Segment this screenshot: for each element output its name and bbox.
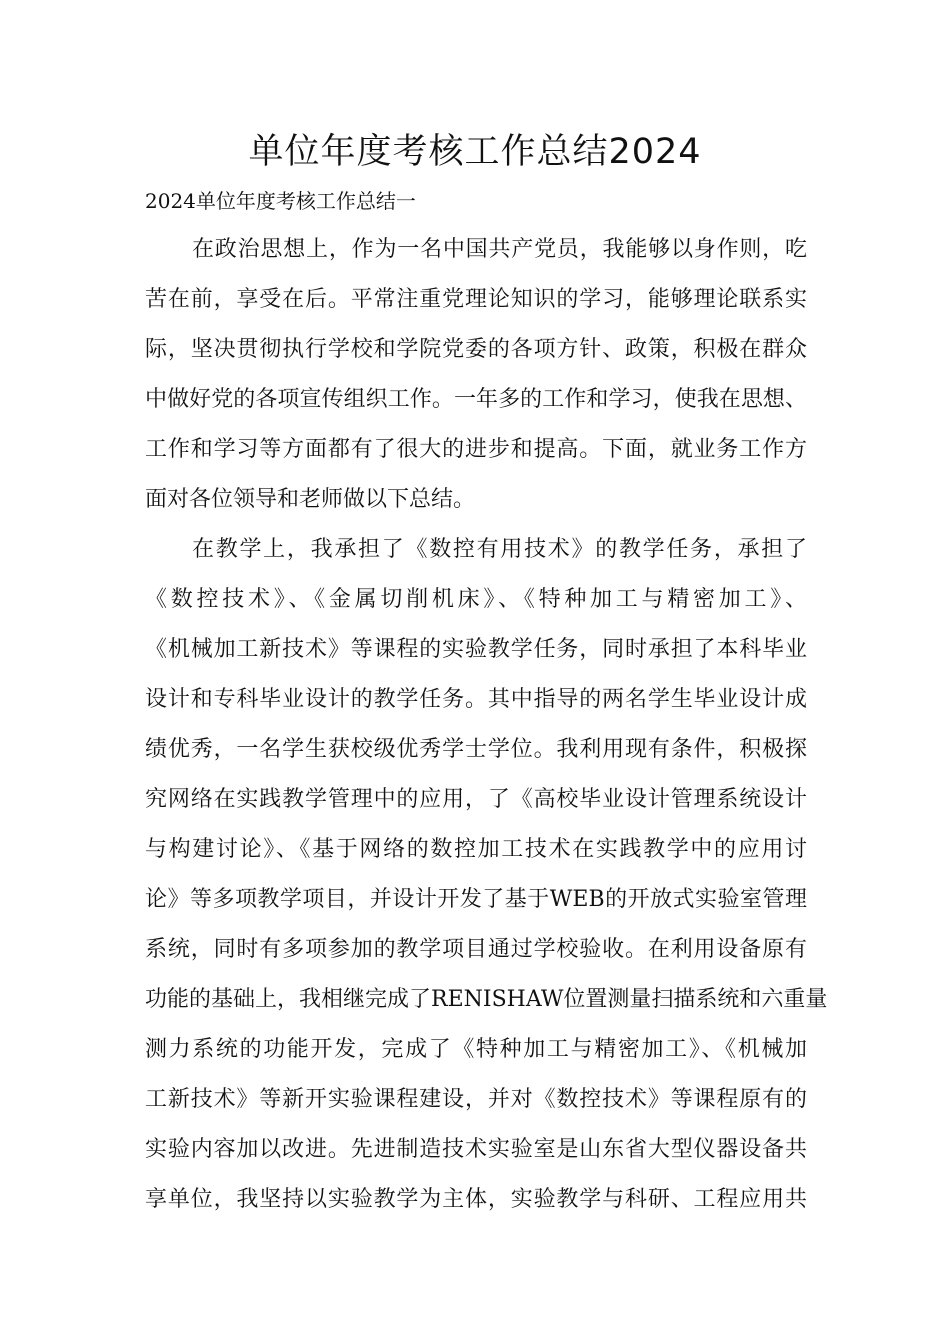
paragraph-2-line: 工新技术》等新开实验课程建设，并对《数控技术》等课程原有的 xyxy=(145,1087,807,1112)
paragraph-1-line: 工作和学习等方面都有了很大的进步和提高。下面，就业务工作方 xyxy=(145,437,807,462)
paragraph-2-line: 《数控技术》、《金属切削机床》、《特种加工与精密加工》、 xyxy=(145,587,807,612)
paragraph-1-line: 中做好党的各项宣传组织工作。一年多的工作和学习，使我在思想、 xyxy=(145,387,807,412)
paragraph-1-line: 苦在前，享受在后。平常注重党理论知识的学习，能够理论联系实 xyxy=(145,287,807,312)
paragraph-1-line: 在政治思想上，作为一名中国共产党员，我能够以身作则，吃 xyxy=(192,237,807,262)
document-title: 单位年度考核工作总结2024 xyxy=(248,132,702,172)
paragraph-2-line: 测力系统的功能开发，完成了《特种加工与精密加工》、《机械加 xyxy=(145,1037,807,1062)
paragraph-2-line: 实验内容加以改进。先进制造技术实验室是山东省大型仪器设备共 xyxy=(145,1137,807,1162)
paragraph-2-line: 论》等多项教学项目，并设计开发了基于WEB的开放式实验室管理 xyxy=(145,887,807,912)
paragraph-2-line: 设计和专科毕业设计的教学任务。其中指导的两名学生毕业设计成 xyxy=(145,687,807,712)
paragraph-1-line: 际，坚决贯彻执行学校和学院党委的各项方针、政策，积极在群众 xyxy=(145,337,807,362)
paragraph-2-line: 系统，同时有多项参加的教学项目通过学校验收。在利用设备原有 xyxy=(145,937,807,962)
paragraph-2-line: 享单位，我坚持以实验教学为主体，实验教学与科研、工程应用共 xyxy=(145,1187,807,1212)
paragraph-2-line: 功能的基础上，我相继完成了RENISHAW位置测量扫描系统和六重量 xyxy=(145,987,828,1012)
paragraph-2-line: 绩优秀，一名学生获校级优秀学士学位。我利用现有条件，积极探 xyxy=(145,737,807,762)
paragraph-1-line: 面对各位领导和老师做以下总结。 xyxy=(145,487,476,512)
paragraph-2-line: 《机械加工新技术》等课程的实验教学任务，同时承担了本科毕业 xyxy=(145,637,807,662)
document-subtitle: 2024单位年度考核工作总结一 xyxy=(145,189,416,213)
paragraph-2-line: 在教学上，我承担了《数控有用技术》的教学任务，承担了 xyxy=(192,537,807,562)
paragraph-2-line: 与构建讨论》、《基于网络的数控加工技术在实践教学中的应用讨 xyxy=(145,837,807,862)
paragraph-2-line: 究网络在实践教学管理中的应用，了《高校毕业设计管理系统设计 xyxy=(145,787,807,812)
